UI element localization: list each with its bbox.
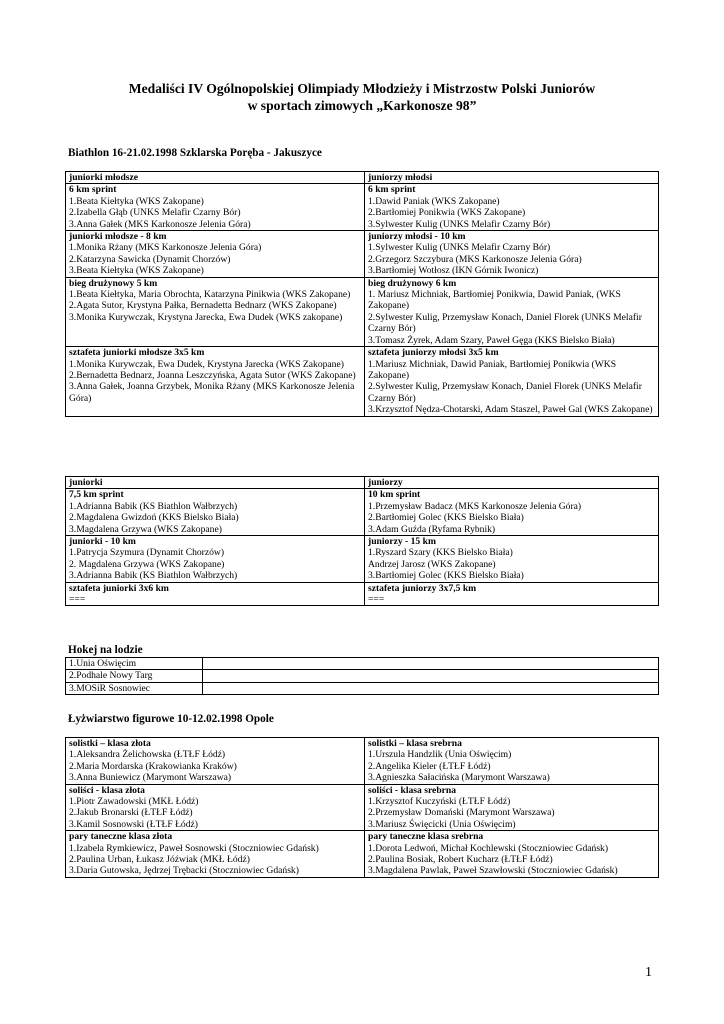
- result-line: 2.Izabella Głąb (UNKS Melafir Czarny Bór): [69, 207, 241, 219]
- page-number: 1: [645, 965, 652, 980]
- result-line: 3.Sylwester Kulig (UNKS Melafir Czarny Bór): [368, 218, 551, 230]
- event-title: juniorzy młodsi - 10 km: [368, 231, 466, 243]
- table-row: [66, 277, 659, 346]
- result-cell: [66, 831, 365, 878]
- result-cell: [365, 536, 659, 583]
- event-title: sztafeta juniorki 3x6 km: [69, 582, 169, 594]
- event-title: 7,5 km sprint: [69, 489, 124, 501]
- event-title: juniorki - 10 km: [69, 536, 136, 548]
- result-line: 3.Agnieszka Sałacińska (Marymont Warszawa): [368, 772, 550, 784]
- result-cell: [66, 738, 365, 785]
- event-title: bieg drużynowy 5 km: [69, 277, 158, 289]
- title-line-1: Medaliści IV Ogólnopolskiej Olimpiady Młodzieży i Mistrzostw Polski Juniorów: [128, 81, 596, 96]
- result-line: 3.Anna Gałek, Joanna Grzybek, Monika Rżany (MKS Karkonosze Jelenia Góra): [69, 381, 355, 404]
- biathlon-heading: Biathlon 16-21.02.1998 Szklarska Poręba - Jakuszyce: [68, 147, 322, 159]
- event-title: sztafeta juniorki młodsze 3x5 km: [69, 347, 205, 359]
- result-line: 3.Bartłomiej Golec (KKS Bielsko Biała): [368, 570, 524, 582]
- result-cell: [66, 231, 365, 278]
- result-cell: [66, 347, 365, 416]
- table-row: [66, 682, 659, 694]
- event-title: soliści - klasa srebrna: [368, 784, 457, 796]
- result-line: 2.Katarzyna Sawicka (Dynamit Chorzów): [69, 253, 231, 265]
- result-line: 2.Angelika Kieler (ŁTŁF Łódź): [368, 760, 491, 772]
- result-line: 1.Mariusz Michniak, Dawid Paniak, Bartłomiej Ponikwia (WKS Zakopane): [368, 358, 617, 381]
- result-cell: [365, 347, 659, 416]
- result-line: 1.Dorota Ledwoń, Michał Kochlewski (Stoczniowiec Gdańsk): [368, 842, 609, 854]
- figure-skating-heading: Łyżwiarstwo figurowe 10-12.02.1998 Opole: [68, 713, 274, 725]
- result-cell: [365, 277, 659, 346]
- result-line: 1.Ryszard Szary (KKS Bielsko Biała): [368, 547, 513, 559]
- table-row: [66, 489, 659, 536]
- table-row: [66, 670, 659, 682]
- result-line: 2.Sylwester Kulig, Przemysław Konach, Daniel Florek (UNKS Melafir Czarny Bór): [368, 381, 642, 404]
- result-line: 1.Dawid Paniak (WKS Zakopane): [368, 195, 500, 207]
- result-line: 3.Daria Gutowska, Jędrzej Trębacki (Stoczniowiec Gdańsk): [69, 865, 299, 877]
- result-cell: [365, 489, 659, 536]
- event-title: 10 km sprint: [368, 489, 421, 501]
- empty-cell: [203, 658, 659, 670]
- result-cell: [66, 277, 365, 346]
- result-cell: [66, 489, 365, 536]
- event-title: solistki – klasa złota: [69, 738, 151, 749]
- result-line: 1.Piotr Zawadowski (MKŁ Łódź): [69, 796, 199, 808]
- table-row: [66, 347, 659, 416]
- hockey-team-cell: 3.MOSiR Sosnowiec: [66, 682, 203, 694]
- result-line: 3.Adrianna Babik (KS Biathlon Wałbrzych): [69, 570, 238, 582]
- result-line: 2.Maria Mordarska (Krakowianka Kraków): [69, 760, 237, 772]
- result-line: 3.Magdalena Grzywa (WKS Zakopane): [69, 523, 222, 535]
- result-cell: [66, 784, 365, 831]
- figure-skating-table: [65, 737, 659, 878]
- result-line: 1.Urszula Handzlik (Unia Oświęcim): [368, 749, 512, 761]
- table-row: [66, 536, 659, 583]
- result-line: ===: [69, 594, 86, 606]
- table-header-row: [66, 477, 659, 489]
- biathlon-junior-younger-table: [65, 171, 659, 417]
- result-line: 1.Izabela Rymkiewicz, Paweł Sosnowski (Stoczniowiec Gdańsk): [69, 842, 319, 854]
- result-line: 3.Mariusz Święcicki (Unia Oświęcim): [368, 818, 516, 830]
- hockey-results-table: [65, 657, 659, 695]
- result-line: 1.Sylwester Kulig (UNKS Melafir Czarny Bór): [368, 242, 551, 254]
- result-line: 3.Beata Kiełtyka (WKS Zakopane): [69, 265, 204, 277]
- result-line: 2.Grzegorz Szczybura (MKS Karkonosze Jelenia Góra): [368, 253, 582, 265]
- table-row: [66, 784, 659, 831]
- hockey-team-cell: 2.Podhale Nowy Targ: [66, 670, 203, 682]
- title-line-2: w sportach zimowych „Karkonosze 98”: [247, 98, 477, 113]
- column-header: juniorki: [66, 477, 365, 489]
- result-line: 1.Krzysztof Kuczyński (ŁTŁF Łódź): [368, 796, 511, 808]
- result-cell: [365, 831, 659, 878]
- empty-cell: [203, 682, 659, 694]
- result-line: 3.Monika Kurywczak, Krystyna Jarecka, Ewa Dudek (WKS zakopane): [69, 311, 343, 323]
- event-title: 6 km sprint: [368, 184, 416, 196]
- column-header: juniorzy młodsi: [365, 172, 659, 184]
- result-line: 2.Paulina Bosiak, Robert Kucharz (ŁTŁF Łódź): [368, 854, 553, 866]
- table-row: [66, 831, 659, 878]
- result-cell: [66, 536, 365, 583]
- document-title: [0, 80, 724, 114]
- result-line: 2.Bernadetta Bednarz, Joanna Leszczyńska, Agata Sutor (WKS Zakopane): [69, 369, 356, 381]
- table-row: [66, 582, 659, 606]
- result-line: 1.Patrycja Szymura (Dynamit Chorzów): [69, 547, 225, 559]
- event-title: 6 km sprint: [69, 184, 117, 196]
- result-line: Andrzej Jarosz (WKS Zakopane): [368, 558, 496, 570]
- result-cell: [365, 184, 659, 231]
- result-line: ===: [368, 594, 385, 606]
- event-title: solistki – klasa srebrna: [368, 738, 462, 749]
- result-line: 1. Mariusz Michniak, Bartłomiej Ponikwia, Dawid Paniak, (WKS Zakopane): [368, 289, 621, 312]
- event-title: soliści - klasa złota: [69, 784, 145, 796]
- event-title: pary taneczne klasa złota: [69, 831, 173, 843]
- result-line: 3.Krzysztof Nędza-Chotarski, Adam Staszel, Paweł Gal (WKS Zakopane): [368, 404, 653, 416]
- hockey-heading: Hokej na lodzie: [68, 644, 143, 656]
- result-line: 2.Przemysław Domański (Marymont Warszawa): [368, 807, 555, 819]
- result-line: 1.Przemysław Badacz (MKS Karkonosze Jelenia Góra): [368, 500, 582, 512]
- event-title: sztafeta juniorzy 3x7,5 km: [368, 582, 477, 594]
- result-line: 3.Anna Buniewicz (Marymont Warszawa): [69, 772, 232, 784]
- event-title: juniorki młodsze - 8 km: [69, 231, 167, 243]
- result-line: 1.Adrianna Babik (KS Biathlon Wałbrzych): [69, 500, 238, 512]
- result-line: 3.Adam Guźda (Ryfama Rybnik): [368, 523, 496, 535]
- result-line: 3.Anna Gałek (MKS Karkonosze Jelenia Góra): [69, 218, 251, 230]
- result-cell: [66, 582, 365, 606]
- biathlon-junior-table: [65, 476, 659, 606]
- column-header: juniorki młodsze: [66, 172, 365, 184]
- result-line: 2.Sylwester Kulig, Przemysław Konach, Daniel Florek (UNKS Melafir Czarny Bór): [368, 311, 642, 335]
- result-cell: [365, 784, 659, 831]
- event-title: pary taneczne klasa srebrna: [368, 831, 484, 843]
- empty-cell: [203, 670, 659, 682]
- result-line: 2.Jakub Bronarski (ŁTŁF Łódź): [69, 807, 193, 819]
- result-line: 2.Paulina Urban, Łukasz Jóźwiak (MKŁ Łódź): [69, 854, 250, 866]
- table-row: [66, 231, 659, 278]
- result-line: 1.Beata Kiełtyka, Maria Obrochta, Katarzyna Pinikwia (WKS Zakopane): [69, 289, 351, 301]
- result-line: 3.Bartłomiej Wotłosz (IKN Górnik Iwonicz): [368, 265, 539, 277]
- table-row: [66, 658, 659, 670]
- column-header: juniorzy: [365, 477, 659, 489]
- event-title: bieg drużynowy 6 km: [368, 277, 457, 289]
- result-cell: [365, 582, 659, 606]
- result-line: 2.Bartłomiej Golec (KKS Bielsko Biała): [368, 512, 524, 524]
- result-line: 2.Bartłomiej Ponikwia (WKS Zakopane): [368, 207, 526, 219]
- result-line: 1.Aleksandra Żelichowska (ŁTŁF Łódź): [69, 749, 226, 761]
- result-cell: [66, 184, 365, 231]
- result-line: 2. Magdalena Grzywa (WKS Zakopane): [69, 558, 225, 570]
- hockey-team-cell: 1.Unia Oświęcim: [66, 658, 203, 670]
- result-line: 3.Kamil Sosnowski (ŁTŁF Łódź): [69, 818, 198, 830]
- event-title: juniorzy - 15 km: [368, 536, 436, 548]
- result-line: 1.Monika Rżany (MKS Karkonosze Jelenia Góra): [69, 242, 262, 254]
- result-line: 1.Beata Kiełtyka (WKS Zakopane): [69, 195, 204, 207]
- result-cell: [365, 231, 659, 278]
- table-header-row: [66, 172, 659, 184]
- result-line: 1.Monika Kurywczak, Ewa Dudek, Krystyna Jarecka (WKS Zakopane): [69, 358, 344, 370]
- result-cell: [365, 738, 659, 785]
- result-line: 3.Tomasz Żyrek, Adam Szary, Paweł Gęga (KKS Bielsko Biała): [368, 334, 615, 346]
- result-line: 3.Magdalena Pawlak, Paweł Szawłowski (Stoczniowiec Gdańsk): [368, 865, 618, 877]
- table-row: [66, 738, 659, 785]
- result-line: 2.Magdalena Gwizdoń (KKS Bielsko Biała): [69, 512, 239, 524]
- event-title: sztafeta juniorzy młodsi 3x5 km: [368, 347, 499, 359]
- table-row: [66, 184, 659, 231]
- result-line: 2.Agata Sutor, Krystyna Pałka, Bernadetta Bednarz (WKS Zakopane): [69, 300, 337, 312]
